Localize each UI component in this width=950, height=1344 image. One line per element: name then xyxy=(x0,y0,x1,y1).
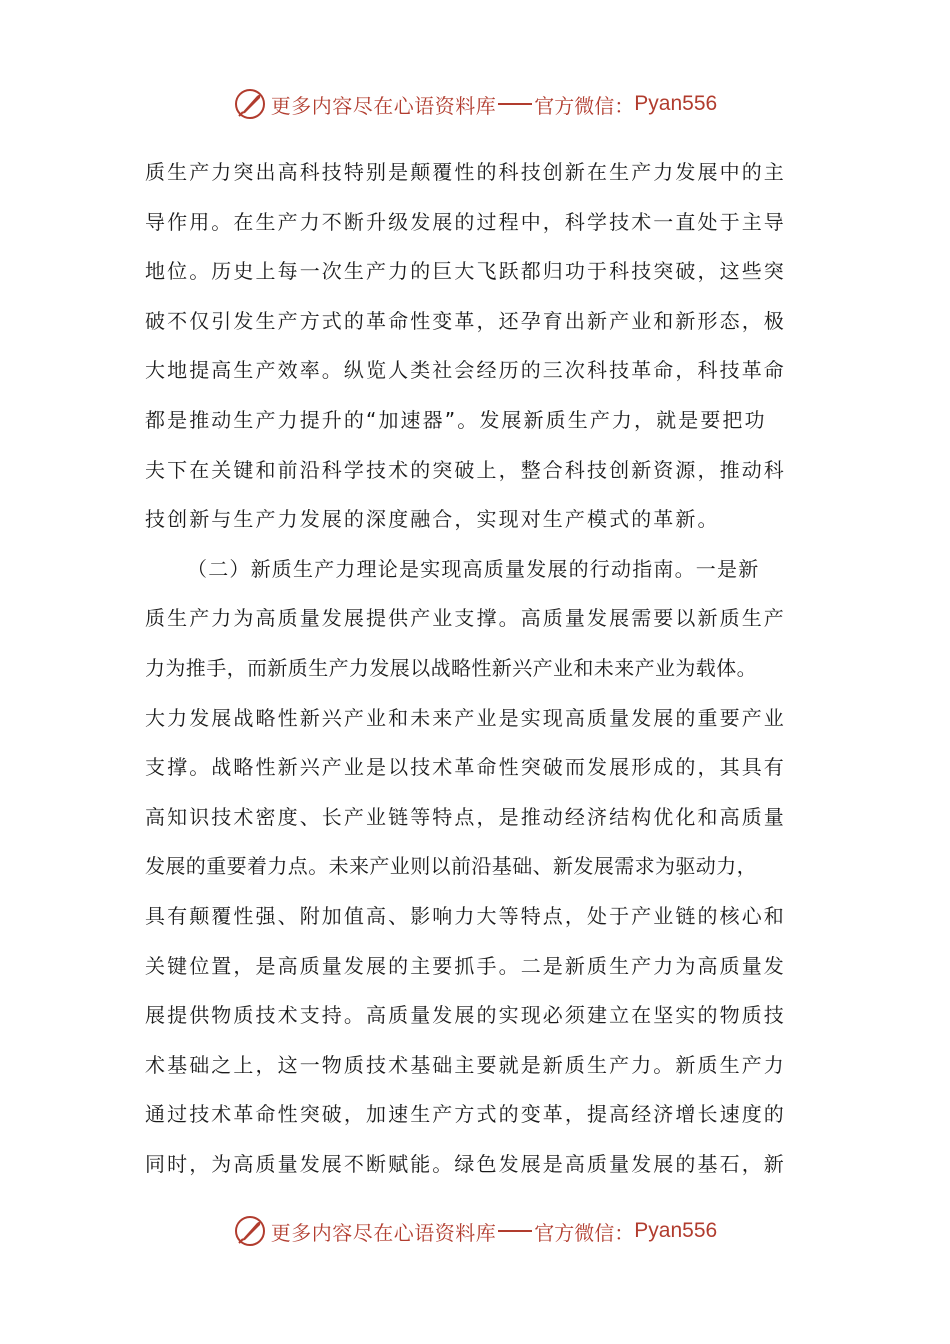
header-dash xyxy=(498,103,532,105)
text-line: 关键位置，是高质量发展的主要抓手。二是新质生产力为高质量发 xyxy=(145,953,786,978)
text-line: 质生产力突出高科技特别是颠覆性的科技创新在生产力发展中的主 xyxy=(145,160,786,184)
footer-wechat-id: Pyan556 xyxy=(634,1219,718,1242)
text-line: 术基础之上，这一物质技术基础主要就是新质生产力。新质生产力 xyxy=(145,1052,786,1077)
text-line: 具有颠覆性强、附加值高、影响力大等特点，处于产业链的核心和 xyxy=(145,903,786,928)
quill-logo-icon xyxy=(233,1214,267,1248)
footer-dash xyxy=(498,1230,532,1232)
text-line: 展提供物质技术支持。高质量发展的实现必须建立在坚实的物质技 xyxy=(145,1003,786,1028)
text-line: 地位。历史上每一次生产力的巨大飞跃都归功于科技突破，这些突 xyxy=(145,259,786,284)
text-line: 高知识技术密度、长产业链等特点，是推动经济结构优化和高质量 xyxy=(145,804,786,829)
footer-wechat-label: 官方微信： xyxy=(534,1220,635,1245)
header-banner xyxy=(0,84,950,124)
footer-brand-text: 更多内容尽在心语资料库 xyxy=(270,1220,497,1245)
text-line: 导作用。在生产力不断升级发展的过程中，科学技术一直处于主导 xyxy=(145,209,786,234)
quill-logo-icon xyxy=(233,87,267,121)
footer-banner xyxy=(0,1211,950,1251)
text-line: 同时，为高质量发展不断赋能。绿色发展是高质量发展的基石，新 xyxy=(145,1151,786,1176)
text-line: 力为推手，而新质生产力发展以战略性新兴产业和未来产业为载体。 xyxy=(145,655,757,680)
text-line: 支撑。战略性新兴产业是以技术革命性突破而发展形成的，其具有 xyxy=(145,755,786,780)
text-line: 通过技术革命性突破，加速生产方式的变革，提高经济增长速度的 xyxy=(145,1102,786,1127)
text-line: 夫下在关键和前沿科学技术的突破上，整合科技创新资源，推动科 xyxy=(145,457,786,482)
text-line: 破不仅引发生产方式的革命性变革，还孕育出新产业和新形态，极 xyxy=(145,308,786,333)
text-line: 大地提高生产效率。纵览人类社会经历的三次科技革命，科技革命 xyxy=(145,358,786,383)
header-wechat-id: Pyan556 xyxy=(634,92,718,115)
document-body xyxy=(145,148,821,1189)
text-line: 技创新与生产力发展的深度融合，实现对生产模式的革新。 xyxy=(145,507,720,532)
header-wechat-label: 官方微信： xyxy=(534,93,635,118)
text-line: 质生产力为高质量发展提供产业支撑。高质量发展需要以新质生产 xyxy=(145,606,786,631)
text-line: 发展的重要着力点。未来产业则以前沿基础、新发展需求为驱动力， xyxy=(145,854,757,879)
paragraph-heading-line: （二）新质生产力理论是实现高质量发展的行动指南。一是新 xyxy=(187,556,760,581)
text-line: 都是推动生产力提升的“加速器”。发展新质生产力，就是要把功 xyxy=(145,407,767,432)
header-brand-text: 更多内容尽在心语资料库 xyxy=(270,93,497,118)
text-line: 大力发展战略性新兴产业和未来产业是实现高质量发展的重要产业 xyxy=(145,705,786,730)
